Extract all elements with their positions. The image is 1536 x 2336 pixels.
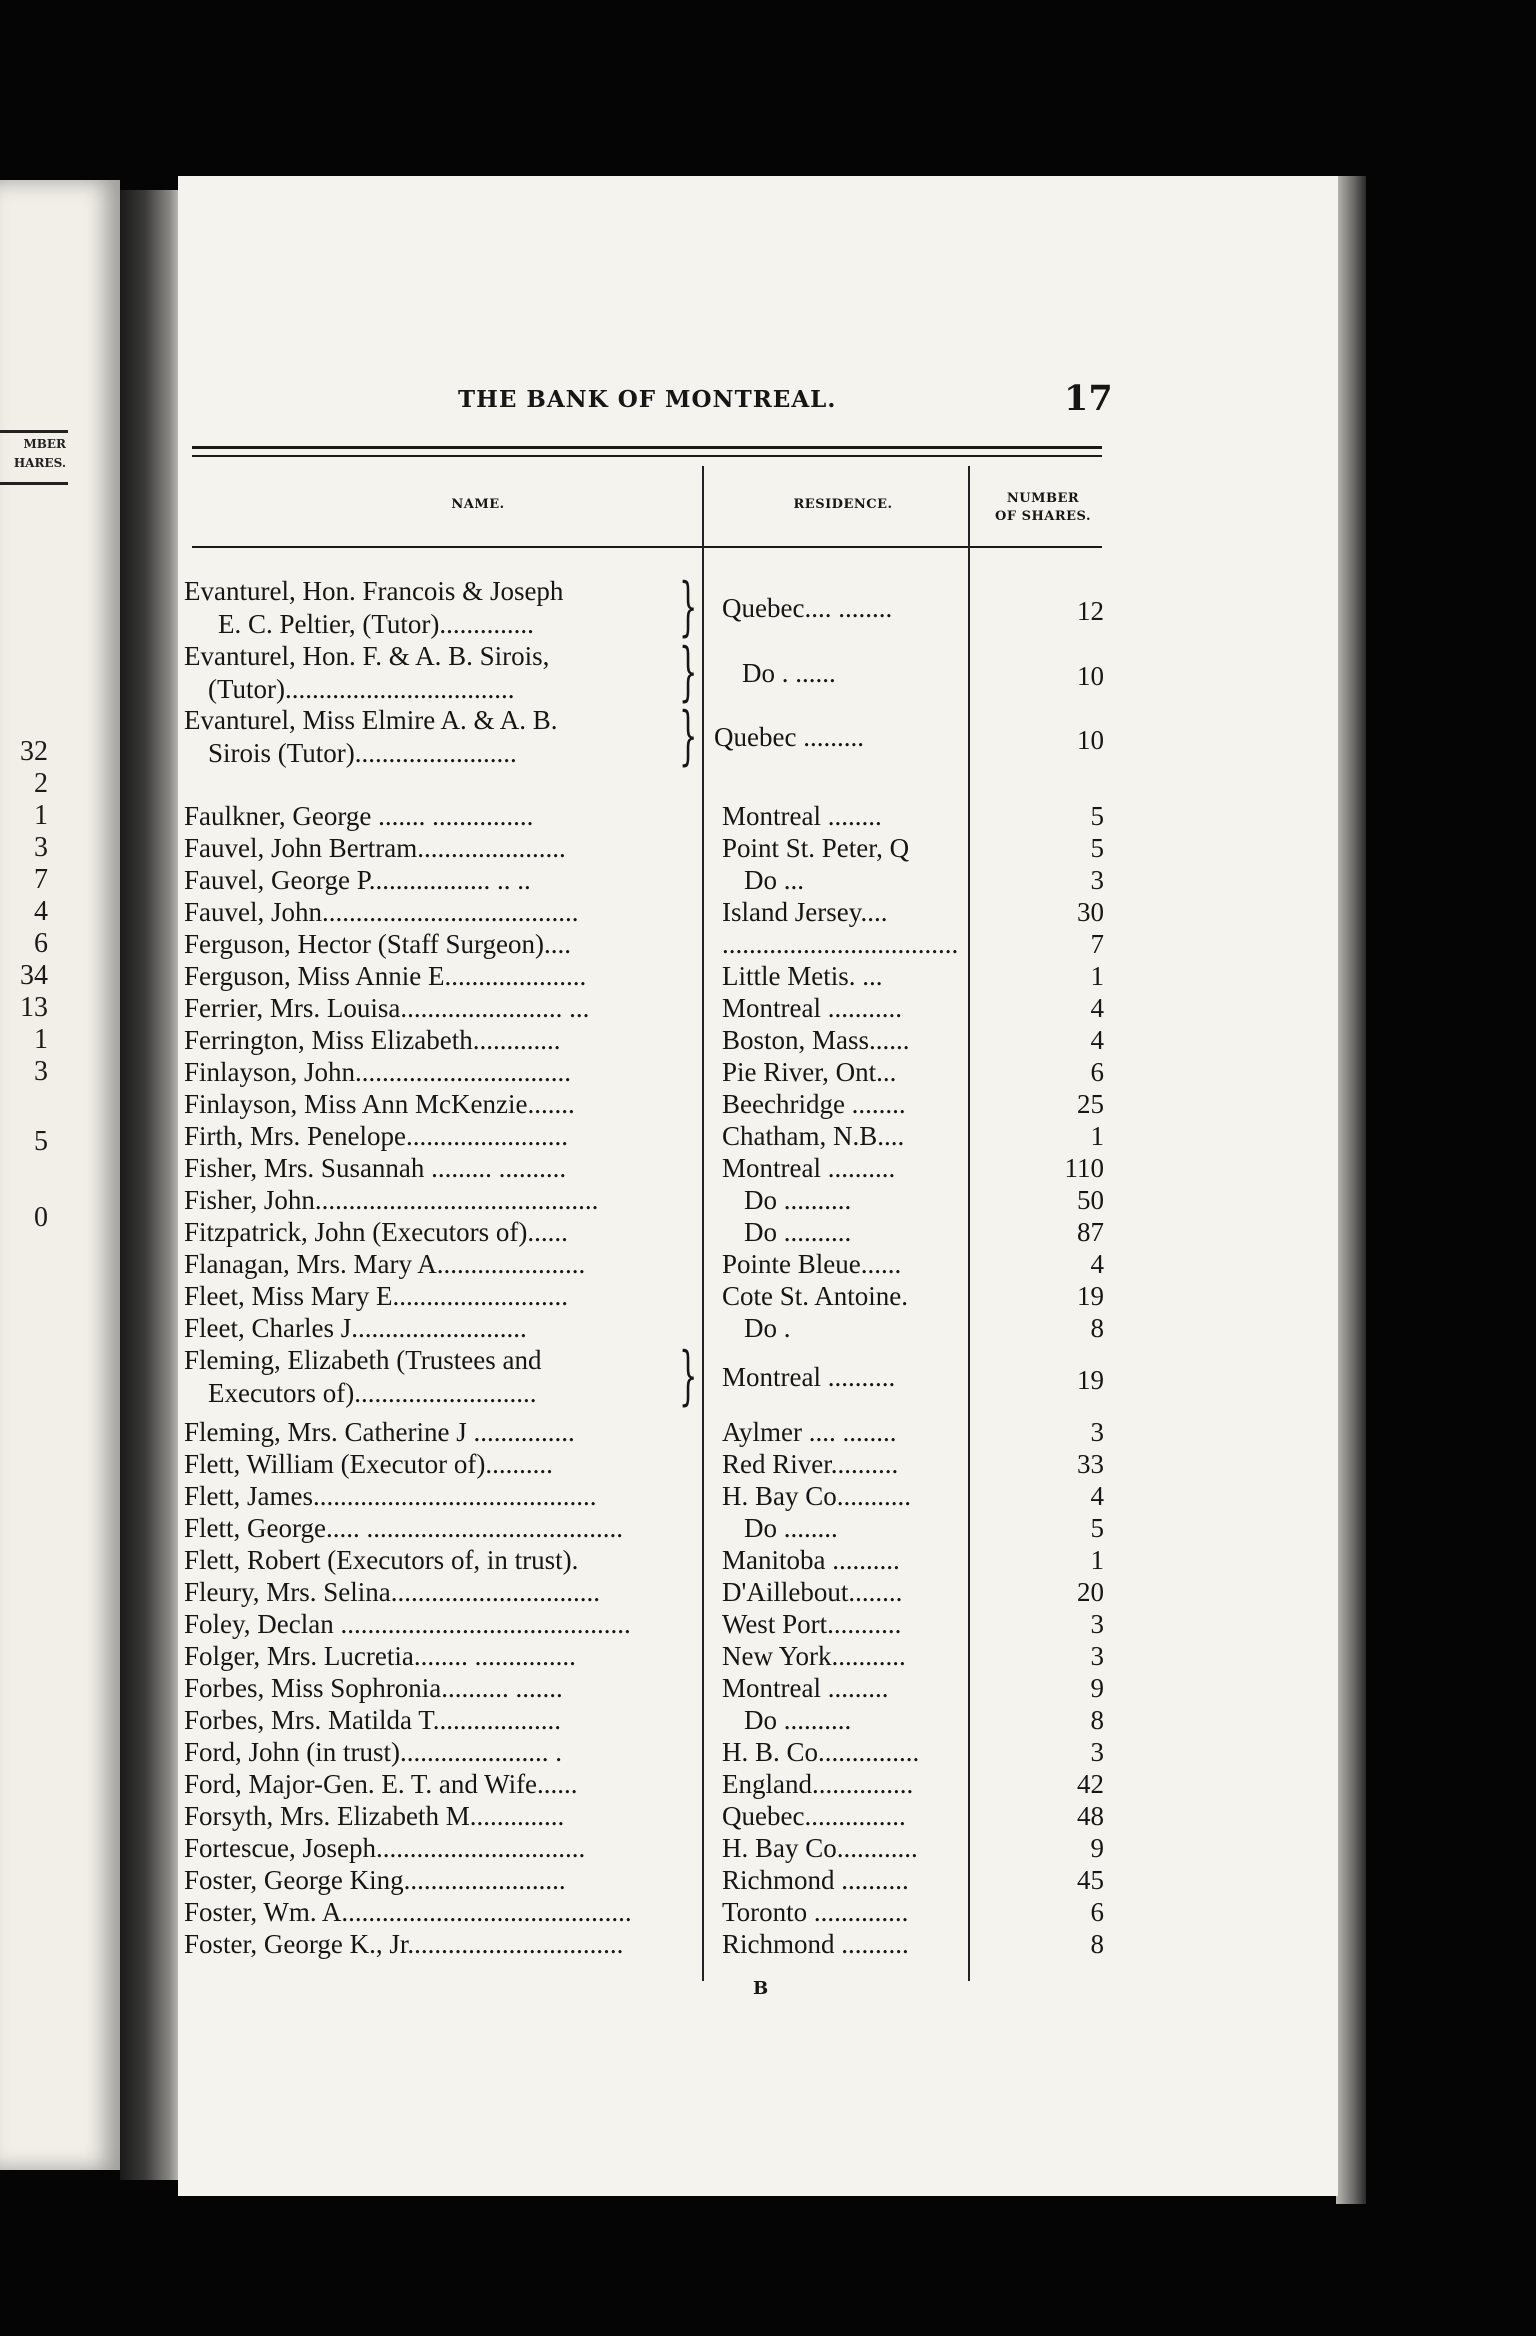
previous-page: [0, 180, 120, 2170]
running-title: THE BANK OF MONTREAL.: [458, 386, 837, 413]
row-shares: 33: [1077, 1449, 1104, 1479]
left-number: 1: [34, 1024, 48, 1055]
table-row: [184, 1184, 1184, 1217]
row-residence: Quebec...............: [722, 1801, 906, 1831]
entry-shares: 10: [1077, 725, 1104, 755]
row-name: Foster, George King........................: [184, 1865, 566, 1895]
row-residence: Toronto ..............: [722, 1897, 909, 1927]
row-shares: 8: [1090, 1313, 1104, 1343]
left-number: 2: [34, 768, 48, 799]
left-header-line1: MBER: [23, 437, 66, 451]
entry-residence: Do . ......: [742, 658, 836, 688]
left-number: 5: [34, 1126, 48, 1157]
row-residence: H. Bay Co...........: [722, 1481, 911, 1511]
row-shares: 3: [1090, 865, 1104, 895]
table-row: [184, 1480, 1184, 1513]
row-residence: New York...........: [722, 1641, 906, 1671]
brace-mark: }: [679, 635, 698, 709]
row-shares: 4: [1090, 1249, 1104, 1279]
table-row: [184, 800, 1184, 833]
row-residence: Do ..........: [744, 1185, 852, 1215]
table-row: [184, 1832, 1184, 1865]
table-row: [184, 1576, 1184, 1609]
shares-header-line1: NUMBER: [1006, 491, 1080, 506]
row-shares: 20: [1077, 1577, 1104, 1607]
row-residence: Pointe Bleue......: [722, 1249, 902, 1279]
row-name: Ferrington, Miss Elizabeth.............: [184, 1025, 561, 1055]
left-number: 4: [34, 896, 48, 927]
table-row: [184, 1672, 1184, 1705]
row-name: Fisher, John..........................................: [184, 1185, 599, 1215]
left-header-rule-bottom: [0, 482, 68, 485]
row-name: Folger, Mrs. Lucretia........ ...............: [184, 1641, 576, 1671]
row-residence: Red River..........: [722, 1449, 899, 1479]
row-residence: ...................................: [722, 929, 959, 959]
table-row: [184, 1544, 1184, 1577]
table-row: [184, 1768, 1184, 1801]
row-shares: 6: [1090, 1897, 1104, 1927]
row-shares: 3: [1090, 1609, 1104, 1639]
row-shares: 1: [1090, 1121, 1104, 1151]
row-shares: 9: [1090, 1673, 1104, 1703]
entry-name-line1: Evanturel, Hon. F. & A. B. Sirois,: [184, 641, 550, 671]
entry-shares: 19: [1077, 1365, 1104, 1395]
row-residence: Montreal ..........: [722, 1153, 896, 1183]
row-name: Forbes, Mrs. Matilda T...................: [184, 1705, 561, 1735]
table-row: [184, 864, 1184, 897]
row-shares: 6: [1090, 1057, 1104, 1087]
table-row: [184, 1608, 1184, 1641]
row-name: Forbes, Miss Sophronia.......... .......: [184, 1673, 563, 1703]
row-name: Ferrier, Mrs. Louisa........................ ...: [184, 993, 590, 1023]
left-number: 32: [20, 736, 48, 767]
row-name: Fauvel, John Bertram......................: [184, 833, 566, 863]
row-shares: 1: [1090, 961, 1104, 991]
row-shares: 25: [1077, 1089, 1104, 1119]
left-number: 3: [34, 1056, 48, 1087]
table-row: [184, 1216, 1184, 1249]
entry-name-line2: Sirois (Tutor)........................: [208, 738, 517, 768]
page-content: [178, 176, 1338, 2196]
row-name: Faulkner, George ....... ...............: [184, 801, 534, 831]
left-gap: [0, 1088, 48, 1126]
left-header-line2: HARES.: [13, 456, 66, 470]
row-residence: Montreal .........: [722, 1673, 889, 1703]
page-number: 17: [1064, 378, 1113, 419]
row-shares: 4: [1090, 1025, 1104, 1055]
row-shares: 4: [1090, 1481, 1104, 1511]
row-name: Fauvel, George P.................. .. ..: [184, 865, 531, 895]
table-row: [184, 1704, 1184, 1737]
row-residence: Do .: [744, 1313, 791, 1343]
table-row: [184, 1088, 1184, 1121]
document-page: [178, 176, 1338, 2196]
row-residence: Richmond ..........: [722, 1929, 909, 1959]
column-header-name: NAME.: [451, 497, 505, 512]
row-shares: 19: [1077, 1281, 1104, 1311]
row-shares: 5: [1090, 1513, 1104, 1543]
entry-residence: Quebec.... ........: [722, 593, 893, 623]
left-gap: [0, 1158, 48, 1202]
table-row: [184, 1640, 1184, 1673]
table-row: [184, 1280, 1184, 1313]
row-name: Finlayson, John................................: [184, 1057, 572, 1087]
table-row: [184, 992, 1184, 1025]
row-name: Ford, Major-Gen. E. T. and Wife......: [184, 1769, 578, 1799]
row-residence: Montreal ...........: [722, 993, 902, 1023]
row-residence: Richmond ..........: [722, 1865, 909, 1895]
column-header-residence: RESIDENCE.: [793, 497, 893, 512]
entry-name-line2: E. C. Peltier, (Tutor)..............: [218, 609, 534, 639]
row-residence: Chatham, N.B....: [722, 1121, 905, 1151]
entry-name-line1: Fleming, Elizabeth (Trustees and: [184, 1345, 542, 1375]
row-shares: 7: [1090, 929, 1104, 959]
row-name: Foster, Wm. A...........................................: [184, 1897, 632, 1927]
row-name: Fleming, Mrs. Catherine J ...............: [184, 1417, 575, 1447]
column-header-shares: [978, 490, 1108, 526]
row-shares: 5: [1090, 801, 1104, 831]
row-residence: West Port...........: [722, 1609, 902, 1639]
row-name: Forsyth, Mrs. Elizabeth M..............: [184, 1801, 565, 1831]
table-row: [184, 1024, 1184, 1057]
table-row: [184, 1800, 1184, 1833]
table-row: [184, 1448, 1184, 1481]
row-name: Flett, Robert (Executors of, in trust).: [184, 1545, 579, 1575]
row-residence: Manitoba ..........: [722, 1545, 900, 1575]
row-residence: Beechridge ........: [722, 1089, 906, 1119]
page-edge: [1336, 176, 1366, 2204]
row-name: Finlayson, Miss Ann McKenzie.......: [184, 1089, 575, 1119]
row-residence: Do ..........: [744, 1705, 852, 1735]
table-row: [184, 1864, 1184, 1897]
table-row: [184, 1248, 1184, 1281]
row-residence: Aylmer .... ........: [722, 1417, 897, 1447]
row-shares: 50: [1077, 1185, 1104, 1215]
table-row: [184, 1416, 1184, 1449]
row-residence: D'Aillebout........: [722, 1577, 903, 1607]
row-shares: 8: [1090, 1705, 1104, 1735]
row-residence: Island Jersey....: [722, 897, 888, 927]
row-name: Ferguson, Hector (Staff Surgeon)....: [184, 929, 571, 959]
entry-name-line2: (Tutor)..................................: [208, 674, 515, 704]
entry-shares: 10: [1077, 661, 1104, 691]
entry-residence: Quebec .........: [714, 722, 864, 752]
row-name: Ferguson, Miss Annie E.....................: [184, 961, 587, 991]
row-name: Flett, George..... ......................................: [184, 1513, 623, 1543]
table-row: [184, 1056, 1184, 1089]
row-name: Fauvel, John......................................: [184, 897, 579, 927]
row-name: Flett, James..........................................: [184, 1481, 597, 1511]
row-name: Fleet, Charles J..........................: [184, 1313, 527, 1343]
left-shares-column: [0, 736, 48, 1234]
row-name: Fitzpatrick, John (Executors of)......: [184, 1217, 568, 1247]
entry-shares: 12: [1077, 596, 1104, 626]
row-name: Fortescue, Joseph...............................: [184, 1833, 586, 1863]
row-shares: 45: [1077, 1865, 1104, 1895]
brace-mark: }: [679, 699, 698, 773]
row-name: Fisher, Mrs. Susannah ......... ..........: [184, 1153, 567, 1183]
row-name: Fleury, Mrs. Selina...............................: [184, 1577, 600, 1607]
table-row: [184, 1120, 1184, 1153]
row-shares: 5: [1090, 833, 1104, 863]
row-shares: 87: [1077, 1217, 1104, 1247]
entry-name-line1: Evanturel, Hon. Francois & Joseph: [184, 576, 564, 606]
entry-residence: Montreal ..........: [722, 1362, 896, 1392]
row-residence: Cote St. Antoine.: [722, 1281, 909, 1311]
table-row: [184, 1736, 1184, 1769]
header-rule-double: [192, 455, 1102, 457]
row-name: Flanagan, Mrs. Mary A......................: [184, 1249, 586, 1279]
brace-mark: }: [679, 570, 698, 644]
row-shares: 48: [1077, 1801, 1104, 1831]
brace-mark: }: [679, 1339, 698, 1413]
left-shares-header: [0, 435, 66, 473]
row-residence: Little Metis. ...: [722, 961, 883, 991]
row-shares: 9: [1090, 1833, 1104, 1863]
row-name: Ford, John (in trust)...................... .: [184, 1737, 562, 1767]
row-shares: 42: [1077, 1769, 1104, 1799]
table-row: [184, 1896, 1184, 1929]
row-residence: Do ...: [744, 865, 804, 895]
left-header-rule: [0, 430, 68, 433]
row-shares: 3: [1090, 1641, 1104, 1671]
signature-mark: B: [753, 1978, 769, 1999]
entry-name-line2: Executors of)...........................: [208, 1378, 537, 1408]
row-shares: 30: [1077, 897, 1104, 927]
row-residence: Do ..........: [744, 1217, 852, 1247]
table-row: [184, 1928, 1184, 1961]
row-residence: H. Bay Co............: [722, 1833, 918, 1863]
table-row: [184, 1512, 1184, 1545]
row-shares: 3: [1090, 1737, 1104, 1767]
row-shares: 8: [1090, 1929, 1104, 1959]
header-rule-bottom: [192, 546, 1102, 548]
row-name: Foley, Declan ...........................................: [184, 1609, 631, 1639]
left-number: 13: [20, 992, 48, 1023]
row-residence: Do ........: [744, 1513, 838, 1543]
left-number: 6: [34, 928, 48, 959]
shares-header-line2: OF SHARES.: [995, 509, 1091, 524]
row-shares: 4: [1090, 993, 1104, 1023]
book-gutter: [120, 190, 182, 2180]
row-shares: 110: [1064, 1153, 1104, 1183]
left-number: 34: [20, 960, 48, 991]
row-residence: England...............: [722, 1769, 914, 1799]
left-number: 3: [34, 832, 48, 863]
header-rule-top: [192, 446, 1102, 449]
left-number: 1: [34, 800, 48, 831]
row-residence: Boston, Mass......: [722, 1025, 910, 1055]
table-row: [184, 960, 1184, 993]
table-row: [184, 896, 1184, 929]
row-name: Foster, George K., Jr................................: [184, 1929, 624, 1959]
row-shares: 3: [1090, 1417, 1104, 1447]
left-number: 7: [34, 864, 48, 895]
table-row: [184, 832, 1184, 865]
entry-name-line1: Evanturel, Miss Elmire A. & A. B.: [184, 705, 558, 735]
row-residence: Pie River, Ont...: [722, 1057, 897, 1087]
row-residence: H. B. Co...............: [722, 1737, 920, 1767]
row-residence: Montreal ........: [722, 801, 882, 831]
row-shares: 1: [1090, 1545, 1104, 1575]
table-row: [184, 928, 1184, 961]
row-name: Flett, William (Executor of)..........: [184, 1449, 553, 1479]
row-name: Fleet, Miss Mary E..........................: [184, 1281, 568, 1311]
table-row: [184, 1152, 1184, 1185]
row-name: Firth, Mrs. Penelope........................: [184, 1121, 568, 1151]
left-number: 0: [34, 1202, 48, 1233]
row-residence: Point St. Peter, Q: [722, 833, 910, 863]
